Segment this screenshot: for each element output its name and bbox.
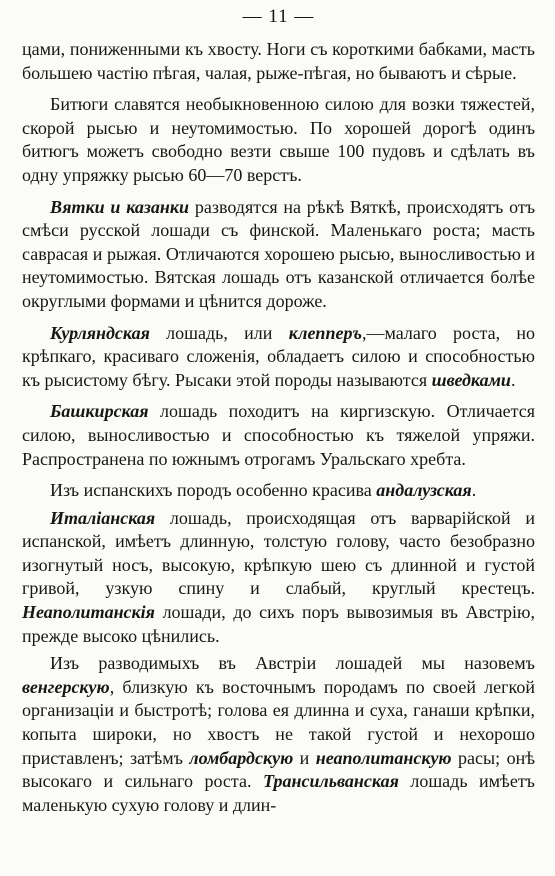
- text-run: лошадь, или: [149, 322, 289, 343]
- emphasized-term: ломбардскую: [189, 747, 294, 768]
- paragraph-2: [22, 196, 535, 314]
- emphasized-term: андалузская: [376, 480, 472, 501]
- emphasized-term: Башкирская: [50, 401, 149, 422]
- emphasized-term: Трансильванская: [262, 771, 399, 792]
- text-run: лошади, до сихъ поръ вывозимыя въ Австрiю, прежде высоко цѣнились.: [22, 602, 535, 646]
- text-run: .: [510, 369, 516, 390]
- text-run: .: [471, 480, 477, 501]
- text-run: разводятся на рѣкѣ Вяткѣ, происходятъ отъ смѣси русской лошади съ финской. Маленькаго роста; масть саврасая и рыжая. Отличаются хорошею рысью, выносливостью и неутомимостью. Вятская лошадь отъ казанской отличается болѣе округлыми формами и цѣнится дороже.: [22, 196, 536, 311]
- emphasized-term: неаполитанскую: [315, 747, 452, 768]
- text-run: лошадь походитъ на киргизскую. Отличается силою, выносливостью и способностью къ тяжелой упряжи. Распространена по южнымъ отрогамъ Уральскаго хребта.: [22, 401, 535, 469]
- text-run: и: [293, 747, 316, 768]
- paragraph-4: [22, 400, 535, 471]
- paragraph-6: [22, 507, 535, 649]
- text-run: расы; онѣ высокаго и сильнаго роста.: [22, 747, 535, 792]
- text-run: лошадь, происходящая отъ варварiйской и испанской, имѣетъ длинную, толстую голову, часто безобразно изогнутый носъ, высокую, крѣпкую шею съ длинной и густой гривой, узкую спину и слабый, круглый крестецъ.: [22, 507, 535, 599]
- emphasized-term: Курляндская: [50, 322, 150, 343]
- page-number: — 11 —: [242, 6, 315, 27]
- emphasized-term: клепперъ: [288, 322, 362, 343]
- paragraph-1: [22, 93, 535, 187]
- text-run: Изъ испанскихъ породъ особенно красива: [50, 480, 377, 501]
- text-run: ,—малаго роста, но крѣпкаго, красиваго сложенiя, обладаетъ силою и способностью къ рысистому бѣгу. Рысаки этой породы называются: [22, 322, 535, 390]
- text-run: лошадь имѣетъ маленькую сухую голову и длин-: [22, 771, 535, 815]
- text-run: цами, пониженными къ хвосту. Ноги съ короткими бабками, масть большею частiю пѣгая, чалая, рыже-пѣгая, но бываютъ и сѣрые.: [22, 39, 535, 83]
- paragraph-7: [22, 652, 535, 817]
- emphasized-term: Неаполитанскiя: [22, 602, 155, 623]
- text-run: Изъ разводимыхъ въ Австрiи лошадей мы назовемъ: [50, 653, 535, 674]
- emphasized-term: Италiанская: [50, 507, 156, 528]
- text-run: Битюги славятся необыкновенною силою для возки тяжестей, скорой рысью и неутомимостью. По хорошей дорогѣ одинъ битюгъ можетъ свободно везти свыше 100 пудовъ и сдѣлать въ одну упряжку рысью 60—70 верстъ.: [22, 94, 535, 185]
- text-run: , близкую къ восточнымъ породамъ по своей легкой организацiи и быстротѣ; голова ея длинна и суха, ганаши крѣпки, копыта широки, но хвостъ не такой густой и нехорошо приставленъ; затѣмъ: [22, 676, 535, 768]
- paragraph-0: [22, 38, 535, 85]
- emphasized-term: Вятки и казанки: [50, 196, 190, 217]
- paragraph-5: [22, 479, 535, 503]
- emphasized-term: шведками: [431, 369, 511, 390]
- emphasized-term: венгерскую: [22, 676, 110, 697]
- paragraph-3: [22, 322, 535, 393]
